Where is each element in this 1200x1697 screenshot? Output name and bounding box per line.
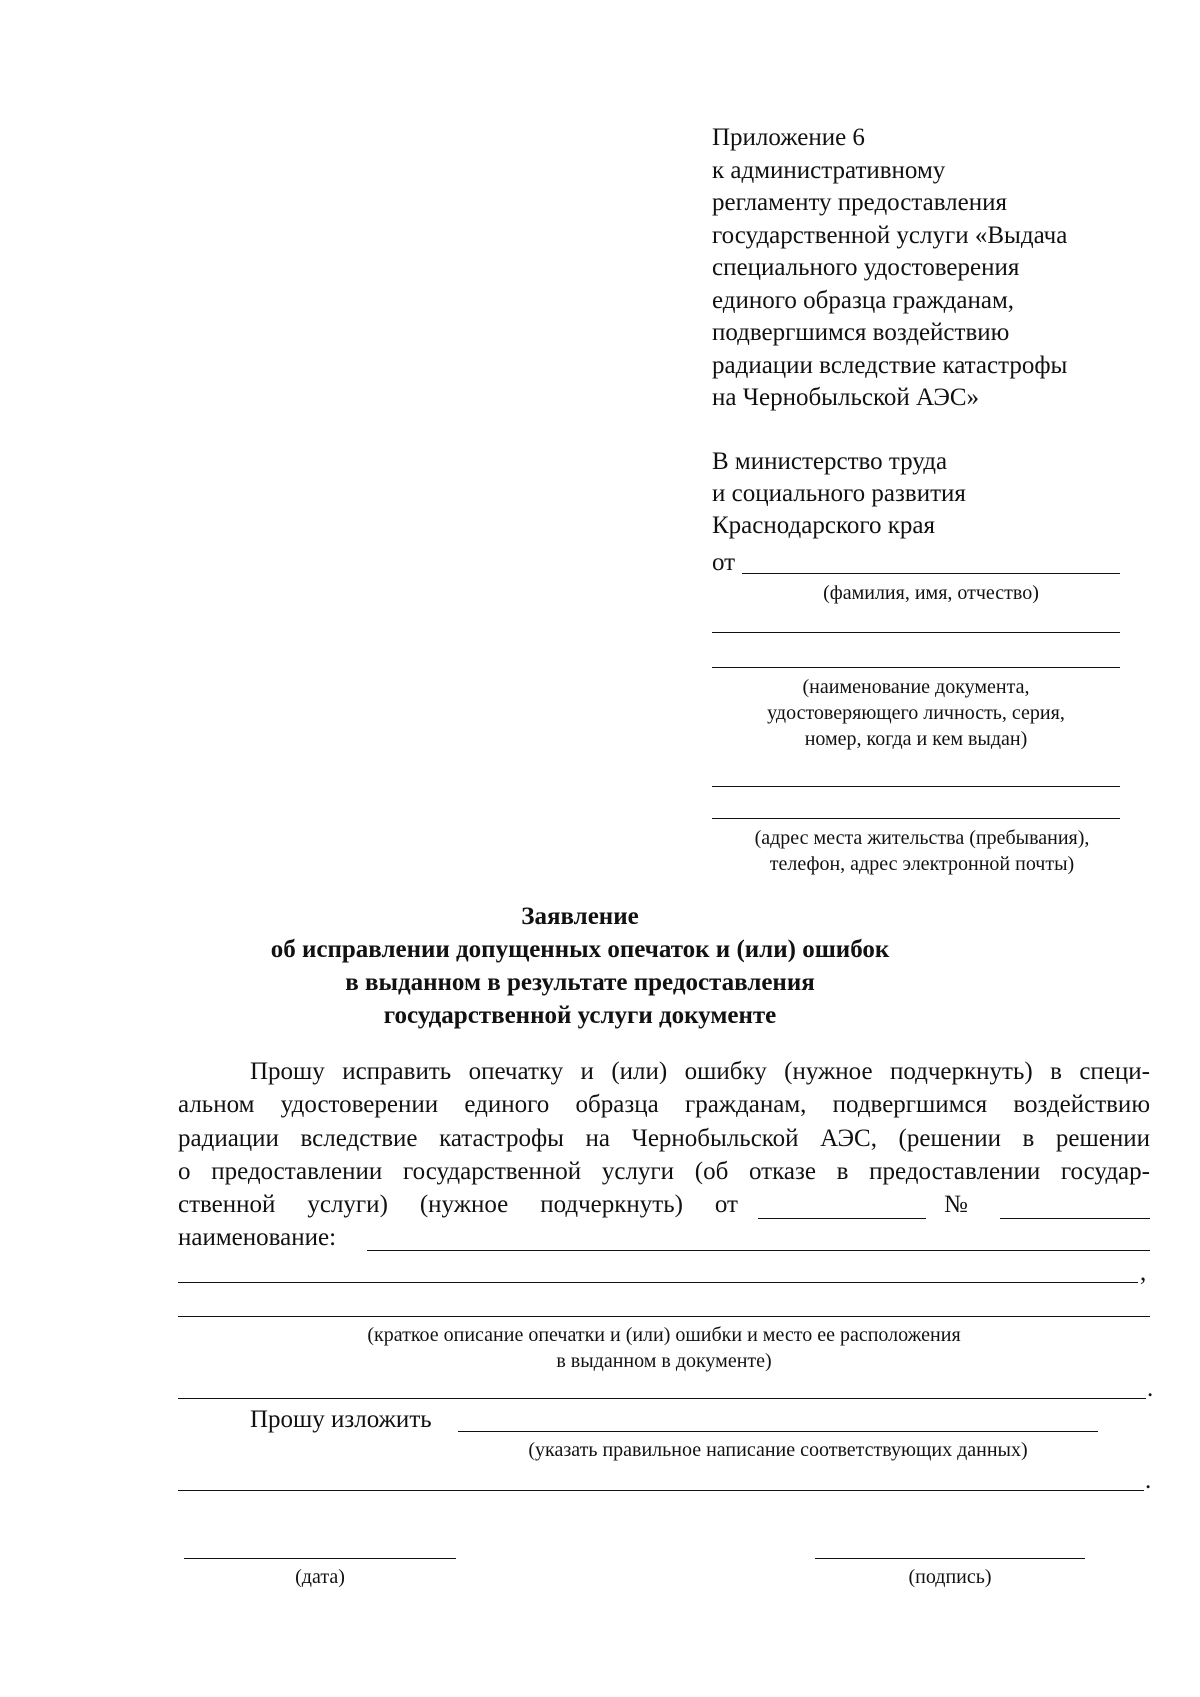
- word: о: [178, 1157, 191, 1185]
- body-paragraph: [178, 1055, 1150, 1221]
- address-line[interactable]: [712, 818, 1120, 819]
- word: воздействию: [1013, 1091, 1150, 1119]
- word: альном: [178, 1091, 255, 1119]
- annex-line: радиации вследствие катастрофы: [712, 351, 1068, 379]
- document-caption-1: (наименование документа,: [802, 676, 1030, 698]
- body-line-1: [178, 1055, 1150, 1088]
- addressee-line: В министерство труда: [712, 448, 948, 475]
- body-line-5: [178, 1188, 738, 1221]
- word: специ-: [1079, 1058, 1150, 1085]
- title-line: в выданном в результате предоставления: [345, 969, 815, 996]
- annex-line: к административному: [712, 156, 946, 184]
- word: Чернобыльской: [631, 1124, 799, 1152]
- description-line-1[interactable]: [178, 1282, 1138, 1283]
- title-line: об исправлении допущенных опечаток и (или) ошибок: [270, 936, 890, 963]
- correct-data-line-2[interactable]: [178, 1490, 1144, 1491]
- annex-line: регламенту предоставления: [712, 189, 1008, 216]
- word: исправить: [342, 1058, 452, 1085]
- annex-block: [712, 122, 1067, 415]
- word: предоставлении: [211, 1157, 383, 1185]
- word: (об: [694, 1157, 729, 1185]
- title-line: Заявление: [521, 903, 639, 930]
- word: ственной: [178, 1191, 276, 1219]
- word: (нужное: [784, 1058, 873, 1085]
- word: единого: [464, 1091, 550, 1119]
- word: катастрофы: [439, 1124, 564, 1152]
- decision-date-line[interactable]: [758, 1218, 926, 1219]
- description-caption-1: (краткое описание опечатки и (или) ошибки и место ее расположения: [367, 1324, 961, 1346]
- word: услуги: [601, 1157, 675, 1185]
- word: радиации: [178, 1124, 279, 1152]
- fio-caption: (фамилия, имя, отчество): [823, 582, 1039, 604]
- word: образца: [575, 1091, 659, 1119]
- date-caption: (дата): [295, 1566, 345, 1588]
- name-label: наименование:: [178, 1224, 337, 1251]
- document-caption-3: номер, когда и кем выдан): [804, 728, 1028, 750]
- comma: ,: [1140, 1259, 1147, 1286]
- title-line: государственной услуги документе: [383, 1002, 777, 1029]
- state-label: Прошу изложить: [250, 1406, 432, 1433]
- word: в: [836, 1157, 849, 1185]
- signature-caption: (подпись): [908, 1566, 992, 1588]
- word: отказе: [748, 1157, 816, 1185]
- annex-line: Приложение 6: [712, 124, 865, 151]
- from-label: от: [712, 549, 736, 576]
- word: подчеркнуть): [889, 1058, 1033, 1085]
- word: услуги): [307, 1191, 388, 1219]
- annex-line: государственной услуги «Выдача: [712, 221, 1068, 249]
- word: на: [585, 1124, 611, 1152]
- word: от: [714, 1191, 738, 1219]
- word: подчеркнуть): [540, 1191, 683, 1219]
- correct-data-line[interactable]: [458, 1431, 1098, 1432]
- addressee-line: и социального развития: [712, 480, 966, 507]
- period: .: [1145, 1467, 1152, 1494]
- document-title: [200, 900, 960, 1032]
- body-line-2: [178, 1088, 1150, 1121]
- annex-line: подвергшимся воздействию: [712, 319, 1010, 346]
- word: подвергшимся: [832, 1091, 988, 1119]
- word: Прошу: [250, 1058, 325, 1085]
- number-sign: №: [944, 1191, 968, 1218]
- fio-line[interactable]: [742, 573, 1120, 574]
- address-caption-2: телефон, адрес электронной почты): [769, 853, 1075, 875]
- applicant-line-2[interactable]: [712, 786, 1120, 787]
- word: (решении: [898, 1124, 1001, 1152]
- annex-line: специального удостоверения: [712, 254, 1020, 281]
- word: опечатку: [468, 1058, 564, 1085]
- addressee-line: Краснодарского края: [712, 512, 935, 539]
- body-line-3: [178, 1122, 1150, 1155]
- word: государственной: [402, 1157, 582, 1185]
- applicant-line-1[interactable]: [712, 632, 1120, 633]
- period: .: [1147, 1375, 1154, 1402]
- correct-caption: (указать правильное написание соответствующих данных): [528, 1439, 1028, 1461]
- annex-line: единого образца гражданам,: [712, 286, 1015, 314]
- word: ошибку: [684, 1058, 767, 1085]
- word: в: [1050, 1058, 1062, 1085]
- word: (нужное: [419, 1191, 509, 1219]
- date-line[interactable]: [184, 1558, 456, 1559]
- word: гражданам,: [684, 1091, 807, 1119]
- word: вследствие: [300, 1124, 418, 1152]
- word: (или): [611, 1058, 668, 1085]
- document-caption-2: удостоверяющего личность, серия,: [767, 702, 1065, 724]
- word: решении: [1055, 1124, 1150, 1152]
- word: удостоверении: [280, 1091, 439, 1119]
- addressee-block: [712, 446, 966, 542]
- document-line[interactable]: [712, 667, 1120, 668]
- decision-number-line[interactable]: [1000, 1218, 1150, 1219]
- description-caption-2: в выданном в документе): [556, 1350, 772, 1372]
- word: АЭС,: [820, 1124, 877, 1152]
- word: предоставлении: [869, 1157, 1041, 1185]
- body-line-4: [178, 1155, 1150, 1188]
- description-line-2[interactable]: [178, 1316, 1150, 1317]
- annex-line: на Чернобыльской АЭС»: [712, 384, 980, 411]
- address-caption-1: (адрес места жительства (пребывания),: [754, 827, 1090, 849]
- description-line-3[interactable]: [178, 1398, 1146, 1399]
- word: государ-: [1060, 1157, 1150, 1185]
- signature-line[interactable]: [815, 1558, 1085, 1559]
- name-line[interactable]: [367, 1250, 1150, 1251]
- word: в: [1022, 1124, 1035, 1152]
- word: и: [580, 1058, 594, 1085]
